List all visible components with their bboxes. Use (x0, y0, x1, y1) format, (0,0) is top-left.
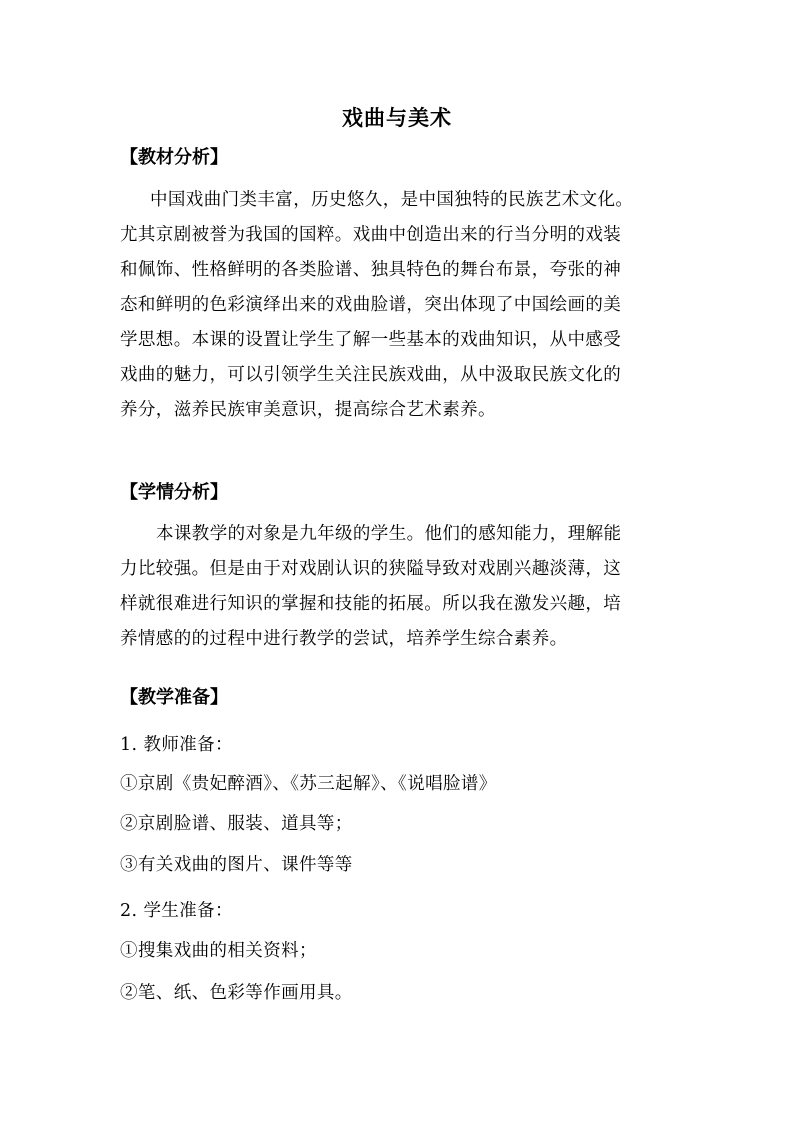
teacher-preparation-label: 1. 教师准备： (120, 735, 233, 755)
paragraph-line: 尤其京剧被誉为我国的国粹。戏曲中创造出来的行当分明的戏装 (120, 225, 622, 245)
paragraph-line: 学思想。本课的设置让学生了解一些基本的戏曲知识，从中感受 (120, 330, 622, 350)
student-preparation-label: 2. 学生准备： (120, 901, 233, 921)
paragraph-line: 戏曲的魅力，可以引领学生关注民族戏曲，从中汲取民族文化的 (120, 365, 622, 385)
list-item: ②笔、纸、色彩等作画用具。 (120, 983, 353, 1003)
paragraph-line: 养情感的的过程中进行教学的尝试，培养学生综合素养。 (120, 629, 568, 649)
section-heading-learner-analysis: 【学情分析】 (120, 482, 228, 503)
section-heading-teaching-preparation: 【教学准备】 (120, 687, 228, 708)
list-item: ②京剧脸谱、服装、道具等； (120, 814, 353, 834)
list-item: ①搜集戏曲的相关资料； (120, 941, 317, 961)
paragraph-line: 中国戏曲门类丰富，历史悠久，是中国独特的民族艺术文化。 (150, 190, 634, 210)
paragraph-learner-analysis (120, 517, 690, 657)
paragraph-line: 养分，滋养民族审美意识，提高综合艺术素养。 (120, 400, 496, 420)
list-item: ③有关戏曲的图片、课件等等 (120, 855, 353, 875)
list-item: ①京剧《贵妃醉酒》、《苏三起解》、《说唱脸谱》 (120, 774, 497, 794)
paragraph-textbook-analysis (120, 183, 690, 428)
page-title: 戏曲与美术 (342, 105, 452, 130)
paragraph-line: 态和鲜明的色彩演绎出来的戏曲脸谱，突出体现了中国绘画的美 (120, 295, 622, 315)
section-heading-textbook-analysis: 【教材分析】 (120, 147, 228, 168)
paragraph-line: 本课教学的对象是九年级的学生。他们的感知能力，理解能 (156, 524, 622, 544)
paragraph-line: 力比较强。但是由于对戏剧认识的狭隘导致对戏剧兴趣淡薄，这 (120, 559, 622, 579)
paragraph-line: 和佩饰、性格鲜明的各类脸谱、独具特色的舞台布景，夸张的神 (120, 260, 622, 280)
paragraph-line: 样就很难进行知识的掌握和技能的拓展。所以我在激发兴趣，培 (120, 594, 622, 614)
